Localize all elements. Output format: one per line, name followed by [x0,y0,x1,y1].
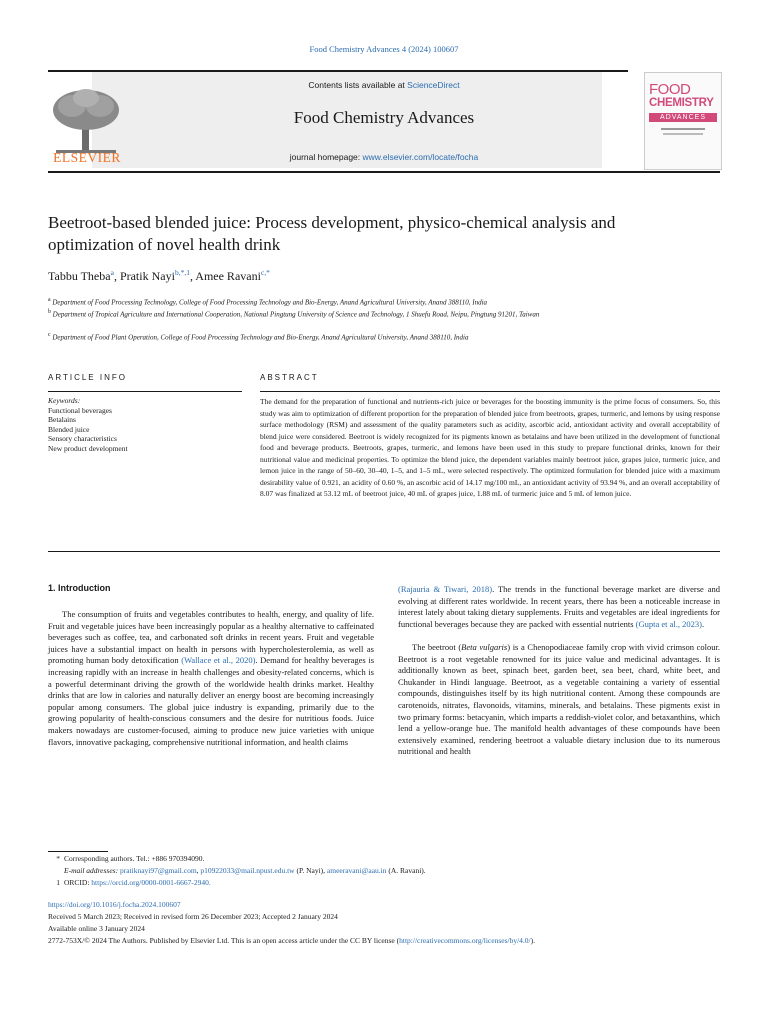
keyword: Functional beverages [48,405,112,415]
keyword: New product development [48,443,128,453]
footnote-rule [48,851,108,852]
author-affil-marker[interactable]: b,*,1 [174,268,190,277]
citation-link[interactable]: (Rajauria & Tiwari, 2018) [398,584,493,594]
abstract-heading: ABSTRACT [260,373,319,382]
author-affil-marker[interactable]: a [110,268,114,277]
paragraph: The beetroot (Beta vulgaris) is a Chenopodiaceae family crop with vivid crimson colour. Beetroot is a root vegetable renowned for its juice value and medicinal advantages. It is additionally known as beet, spinach beet, garden beet, sea beet, chard, white beet, and Chukander in Hindi language. Beetroot, as a vegetable containing a variety of essential compounds, distinguishes itself by its high nutritional content. Among these compounds are carotenoids, nitrates, flavonoids, vitamins, minerals, and betalains. These pigments exist in two primary forms: betacyanin, which imparts a reddish-violet color, and betaxanthins, which lend a yellow-orange hue. The manifold health advantages of these compounds have been extensively examined, rendering beetroot a valuable dietary inclusion due to its numerous nutritional and health [398,641,720,757]
body-column-right [398,584,720,770]
cover-decoration [663,133,703,135]
cover-decoration [661,128,705,130]
journal-citation[interactable]: Food Chemistry Advances 4 (2024) 100607 [309,44,459,54]
author-name[interactable]: Tabbu Theba [48,269,111,283]
divider [260,391,720,392]
online-date: Available online 3 January 2024 [48,924,145,933]
journal-cover-thumbnail[interactable] [644,72,722,170]
author-list: Tabbu Theba$^a$, Pratik Nayi$^{b,*,1}$, Amee Ravani$^{c,*}$ [48,268,270,283]
doi-link[interactable]: https://doi.org/10.1016/j.focha.2024.100607 [48,900,181,909]
citation-link[interactable]: (Wallace et al., 2020) [181,655,256,666]
header-rule-bottom [48,171,720,173]
abstract-text: The demand for the preparation of functional and nutrients-rich juice or beverages for the boosting immunity is the prime focus of consumers. So, this study was aim to optimization of different proportion for the preparation of blended juice from beetroots, grapes, turmeric, and lemons by using response surface methodology (RSM) and assessment of the quality parameters such as acidity, ascorbic acid, antioxidant activity and overall acceptability of blend juice were considered. Beetroot is widely recognized for its pigments known as betalains and have been utilized in the development of functional food and beverage products. Beetroots, grapes, turmeric, and lemons have been used in this study to prepare functional drinks, known for their nutritional value and medicinal properties. To optimize the blend juice, the dependent variables mainly beetroot juice, grapes juice, turmeric juice, and lemon juice in the range of 50–60, 30–40, 1–5, and 1–5 mL, were selected respectively. The optimized formulation for blended juice with a maximum desirability value of 0.921, an acidity of 0.60 %, an ascorbic acid of 14.17 mg/100 mL, an antioxidant activity of 93.94 %, and an overall acceptability of 8.07 was finalized at 53.12 mL of beetroot juice, 40 mL of grapes juice, 1.88 mL of turmeric juice and 5 mL of lemon juice. [260,397,720,498]
divider [48,551,720,552]
affiliation: $^a$ Department of Food Processing Technology, College of Food Processing Technology and Bio-Energy, Anand Agricultural University, Anand 388110, India [48,297,488,307]
body-column-left: The consumption of fruits and vegetables contributes to health, energy, and quality of life. Fruit and vegetable juices have been increasingly popular as a healthy alternative to caffeinated beverages such as coffee, tea, and carbonated soft drinks in recent years. Fruit and vegetable juices have a substantial impact on health in persons with hypercholesterolemia, as well as promoting human body detoxification (Wallace et al., 2020). Demand for healthy beverages is increasing rapidly with an increase in health challenges and obesity-related concerns, which is a powerful determinant driving the growth of the worldwide health drinks market. Healthy drinks that are low in calories and naturally deliver an energy boost are becoming increasingly popular among consumers. The global juice industry is expanding, primarily due to the growing popularity of health-conscious consumers and the desire for nutritious foods. Juice makers nowadays are customer-focused, aiming to produce new juice varieties with unique flavors, innovative packaging, comprehensive nutritional information, and health claims [48,609,375,747]
sciencedirect-link[interactable]: ScienceDirect [407,80,460,90]
footnote-corresponding: * Corresponding authors. Tel.: +886 970394090. [56,854,205,863]
paragraph: (Rajauria & Tiwari, 2018). The trends in the functional beverage market are diverse and evolving at different rates worldwide. In recent years, there has been a noticeable increase in interest lately about taking dietary supplements. Fruits and vegetables are ideal ingredients for functional beverages because they are packed with essential nutrients (Gupta et al., 2023). [398,584,720,629]
affiliation: $^c$ Department of Food Plant Operation, College of Food Processing Technology and Bio-Energy, Anand Agricultural University, Anand 388110, India [48,332,469,342]
footnote-orcid: 1 ORCID: https://orcid.org/0000-0001-6667-2940. [56,878,211,887]
section-heading: 1. Introduction [48,583,111,593]
article-title: Beetroot-based blended juice: Process development, physico-chemical analysis and optimization of novel health drink [48,213,616,254]
author-affil-marker[interactable]: c,* [260,268,270,277]
article-info-heading: ARTICLE INFO [48,373,127,382]
keyword: Betalains [48,415,76,424]
license-line: 2772-753X/© 2024 The Authors. Published by Elsevier Ltd. This is an open access article under the CC BY license (http://creativecommons.org/licenses/by/4.0/). [48,936,536,945]
keywords-block [48,396,242,453]
email-link[interactable]: pratiknayi97@gmail.com [119,866,197,875]
cover-title-advances: ADVANCES [649,113,717,122]
received-dates: Received 5 March 2023; Received in revised form 26 December 2023; Accepted 2 January 2024 [48,912,338,921]
keyword: Sensory characteristics [48,434,117,443]
keywords-label: Keywords: [48,396,81,405]
author-name[interactable]: Pratik Nayi [119,269,175,283]
journal-name: Food Chemistry Advances [293,108,475,127]
citation-link[interactable]: (Gupta et al., 2023) [635,618,702,629]
email-link[interactable]: p10922033@mail.npust.edu.tw [200,866,295,875]
homepage-link[interactable]: www.elsevier.com/locate/focha [362,152,479,162]
homepage-prefix: journal homepage: [289,152,363,162]
cover-title-chemistry: CHEMISTRY [649,97,714,109]
email-link[interactable]: ameeravani@aau.in [326,866,387,875]
license-link[interactable]: http://creativecommons.org/licenses/by/4.0/ [399,936,531,945]
author-name[interactable]: Amee Ravani [195,269,261,283]
footnote-emails: E-mail addresses: pratiknayi97@gmail.com, p10922033@mail.npust.edu.tw (P. Nayi), ameeravani@aau.in (A. Ravani). [64,866,426,875]
orcid-link[interactable]: https://orcid.org/0000-0001-6667-2940. [91,878,211,887]
cover-title-food: FOOD [649,81,691,98]
divider [48,391,242,392]
contents-prefix: Contents lists available at [308,80,408,90]
elsevier-wordmark: ELSEVIER [53,150,121,165]
affiliation: $^b$ Department of Tropical Agriculture and International Cooperation, National Pingtung University of Science and Technology, 1 Shuefu Road, Neipu, Pingtung 91201, Taiwan [48,309,540,319]
keyword: Blended juice [48,424,90,434]
